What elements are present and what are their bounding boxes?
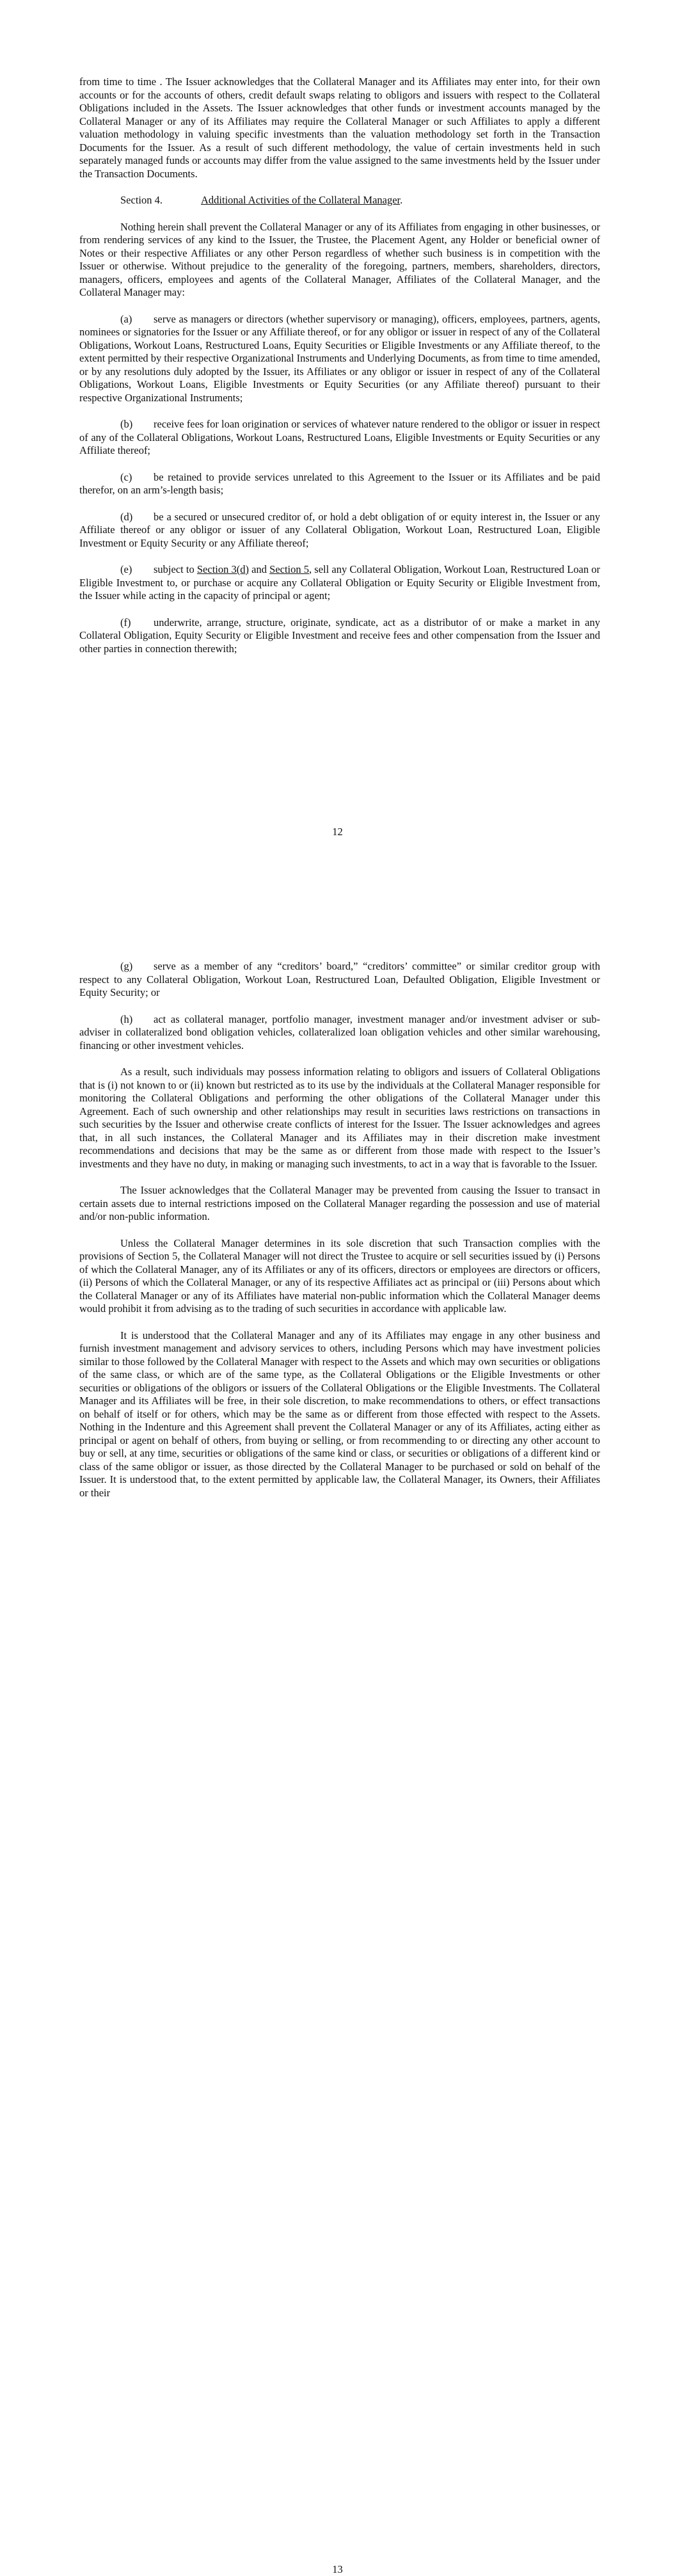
list-item-d — [79, 511, 600, 550]
document-page-13 — [0, 874, 675, 2575]
item-text-post: , sell any Collateral Obligation, Workout Loan, Restructured Loan or Eligible Investment to, or purchase or acquire any Collateral Obligation or Equity Security or Eligible Investment from, the Issuer while acting in the capacity of principal or agent; — [79, 563, 600, 602]
page-number-12: 12 — [332, 826, 343, 838]
list-item-h — [79, 1013, 600, 1053]
item-text: be retained to provide services unrelated to this Agreement to the Issuer or its Affiliates and be paid therefor, on an arm’s-length basis; — [79, 470, 600, 496]
item-text: underwrite, arrange, structure, originate, syndicate, act as a distributor of or make a market in any Collateral Obligation, Equity Security or Eligible Investment and receive fees and other compensation from the Issuer and other parties in connection therewith; — [79, 616, 600, 655]
section-number: Section 4. — [120, 194, 163, 206]
intro-paragraph: from time to time . The Issuer acknowledges that the Collateral Manager and its Affiliates may enter into, for their own accounts or for the accounts of others, credit default swaps relating to obligors and issuers with respect to the Collateral Obligations included in the Assets. The Issuer acknowledges that other funds or investment accounts managed by the Collateral Manager or any of its Affiliates may require the Collateral Manager or such Affiliates to apply a different valuation methodology in valuing specific investments than the valuation methodology set forth in the Transaction Documents for the Issuer. As a result of such different methodology, the value of certain investments held in such separately managed funds or accounts may differ from the value assigned to the same investments held by the Issuer under the Transaction Documents. — [79, 76, 600, 180]
item-text: serve as managers or directors (whether supervisory or managing), officers, employees, partners, agents, nominees or signatories for the Issuer or any Affiliate thereof, or for any obligor or issuer in respect of any of the Collateral Obligations, Workout Loans, Restructured Loans, Equity Securities or Eligible Investments or any Affiliate thereof, to the extent permitted by their respective Organizational Instruments and Underlying Documents, as from time to time amended, or by any resolutions duly adopted by the Issuer, its Affiliates or any obligor or issuer in respect of any of the Collateral Obligations, Workout Loans, Eligible Investments or Equity Securities (or any Affiliate thereof) pursuant to their respective Organizational Instruments; — [79, 312, 600, 404]
section-4-heading — [120, 194, 600, 207]
item-label: (h) — [120, 1012, 133, 1025]
list-item-a — [79, 313, 600, 405]
paragraph: The Issuer acknowledges that the Collateral Manager may be prevented from causing the Issuer to transact in certain assets due to internal restrictions imposed on the Collateral Manager regarding the possession and use of material and/or non-public information. — [79, 1184, 600, 1222]
document-page-12 — [0, 0, 675, 874]
item-label: (c) — [120, 470, 132, 483]
page-13-content — [79, 960, 600, 1513]
item-label: (f) — [120, 616, 131, 628]
section-5-reference: Section 5 — [269, 563, 310, 575]
item-text-mid: and — [249, 563, 270, 575]
item-label: (b) — [120, 418, 133, 430]
paragraph: It is understood that the Collateral Manager and any of its Affiliates may engage in any other business and furnish investment management and advisory services to others, including Persons which may have investment policies similar to those followed by the Collateral Manager with respect to the Assets and which may own securities or obligations of the same class, or which are of the same type, as the Collateral Obligations or the Eligible Investments or other securities or obligations of the obligors or issuers of the Collateral Obligations or the Eligible Investments. The Collateral Manager and its Affiliates will be free, in their sole discretion, to make recommendations to others, or effect transactions on behalf of itself or for others, which may be the same as or different from those effected with respect to the Assets. Nothing in the Indenture and this Agreement shall prevent the Collateral Manager or any of its Affiliates, acting either as principal or agent on behalf of others, from buying or selling, or from recommending to or directing any other account to buy or sell, at any time, securities or obligations of the same kind or class, or securities or obligations of a different kind or class of the same obligor or issuer, as those directed by the Collateral Manager to be purchased or sold on behalf of the Issuer. It is understood that, to the extent permitted by applicable law, the Collateral Manager, its Owners, their Affiliates or their — [79, 1329, 600, 1499]
page-12-content — [79, 76, 600, 669]
page-number-13: 13 — [332, 2563, 343, 2575]
list-item-c — [79, 471, 600, 497]
section-3d-reference: Section 3(d) — [196, 563, 250, 575]
section-4-body: Nothing herein shall prevent the Collateral Manager or any of its Affiliates from engaging in other businesses, or from rendering services of any kind to the Issuer, the Trustee, the Placement Agent, any Holder or beneficial owner of Notes or their respective Affiliates or any other Person regardless of whether such business is in competition with the Issuer or otherwise. Without prejudice to the generality of the foregoing, partners, members, shareholders, directors, managers, officers, employees and agents of the Collateral Manager, Affiliates of the Collateral Manager, and the Collateral Manager may: — [79, 220, 600, 298]
list-item-f — [79, 616, 600, 656]
item-label: (d) — [120, 510, 133, 523]
paragraph: Unless the Collateral Manager determines in its sole discretion that such Transaction complies with the provisions of Section 5, the Collateral Manager will not direct the Trustee to acquire or sell securities issued by (i) Persons of which the Collateral Manager, any of its Affiliates or any of its officers, directors or employees are directors or officers, (ii) Persons of which the Collateral Manager, or any of its respective Affiliates act as principal or (iii) Persons about which the Collateral Manager or any of its Affiliates have material non-public information which the Collateral Manager deems would prohibit it from advising as to the trading of such securities in accordance with applicable law. — [79, 1236, 600, 1315]
paragraph: As a result, such individuals may possess information relating to obligors and issuers of Collateral Obligations that is (i) not known to or (ii) known but restricted as to its use by the individuals at the Collateral Manager responsible for monitoring the Collateral Obligations and performing the other obligations of the Collateral Manager under this Agreement. Each of such ownership and other relationships may result in securities laws restrictions on transactions in such securities by the Issuer and otherwise create conflicts of interest for the Issuer. The Issuer acknowledges and agrees that, in all such instances, the Collateral Manager and its Affiliates may in their discretion make investment recommendations and decisions that may be the same as or different from those made with respect to the Issuer’s investments and they have no duty, in making or managing such investments, to act in a way that is favorable to the Issuer. — [79, 1066, 600, 1170]
list-item-b — [79, 418, 600, 458]
item-text: act as collateral manager, portfolio manager, investment manager and/or investment adviser or sub-adviser in collateralized bond obligation vehicles, collateralized loan obligation vehicles and other similar warehousing, financing or other investment vehicles. — [79, 1012, 600, 1052]
list-item-g — [79, 960, 600, 1000]
section-title-period: . — [400, 194, 403, 206]
item-label: (a) — [120, 312, 132, 325]
list-item-e — [79, 563, 600, 603]
item-label: (e) — [120, 563, 132, 575]
item-text: receive fees for loan origination or services of whatever nature rendered to the obligor or issuer in respect of any of the Collateral Obligations, Workout Loans, Restructured Loans, Eligible Investments or Equity Securities or any Affiliate thereof; — [79, 418, 600, 456]
section-title: Additional Activities of the Collateral Manager — [201, 194, 401, 206]
item-text-pre: subject to — [154, 563, 197, 575]
item-text: serve as a member of any “creditors’ board,” “creditors’ committee” or similar creditor group with respect to any Collateral Obligation, Workout Loan, Restructured Loan, Defaulted Obligation, Eligible Investment or Equity Security; or — [79, 960, 600, 998]
item-label: (g) — [120, 960, 133, 972]
item-text: be a secured or unsecured creditor of, or hold a debt obligation of or equity interest in, the Issuer or any Affiliate thereof or any obligor or issuer of any Collateral Obligation, Workout Loan, Restructured Loan, Eligible Investment or Equity Security or any Affiliate thereof; — [79, 510, 600, 549]
